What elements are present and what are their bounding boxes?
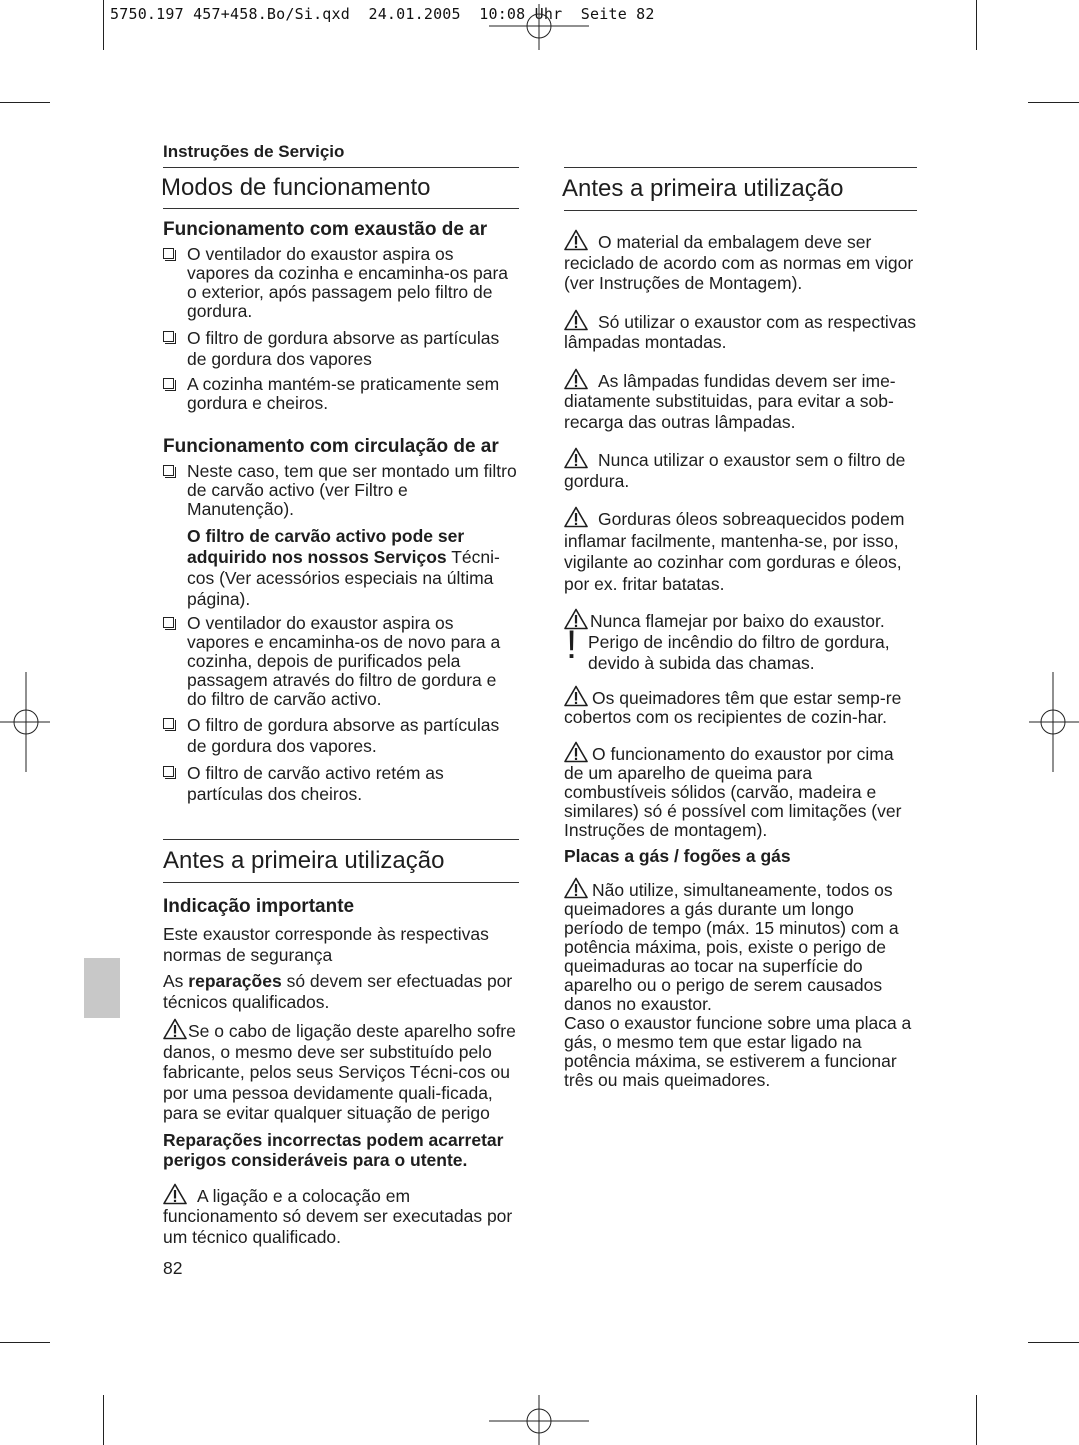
divider: [564, 210, 917, 211]
checkbox-bullet-icon: [163, 766, 174, 777]
paragraph-bold: Reparações incorrectas podem acarretar perigos consideráveis para o utente.: [163, 1129, 504, 1170]
fire-warning: [564, 608, 917, 674]
paragraph: Caso o exaustor funcione sobre uma placa a gás, o mesmo tem que estar ligado na potência máxima, se estiverem a funcionar três ou mais queimadores.: [564, 1012, 912, 1090]
warning-paragraph: Só utilizar o exaustor com as respectivas lâmpadas montadas.: [564, 309, 917, 353]
list-item: O ventilador do exaustor aspira os vapores e encaminha-os de novo para a cozinha, depois de purificados pela passagem através do filtro de gordura e do filtro de carvão activo.: [163, 614, 519, 709]
warning-icon: [564, 685, 588, 707]
warning-paragraph: Não utilize, simultaneamente, todos os queimadores a gás durante um longo período de tempo (máx. 15 minutos) com a potência máxima, pois, existe o perigo de queimaduras ao tocar na superfície do aparelho ou o perigo de serem causados danos no exaustor.: [564, 877, 917, 1014]
list-item: O filtro de gordura absorve as partículas de gordura dos vapores.: [163, 715, 519, 757]
left-column: [163, 142, 519, 805]
registration-mark-bottom: [489, 1395, 589, 1445]
warning-icon: [564, 368, 588, 390]
warning-icon: [564, 447, 588, 469]
warning-paragraph: Nunca utilizar o exaustor sem o filtro de gordura.: [564, 447, 917, 491]
subheading-exhaust: Funcionamento com exaustão de ar: [163, 219, 488, 240]
crop-mark: [1028, 1342, 1079, 1343]
warning-icon: [564, 877, 588, 899]
section-title-modes: Modos de funcionamento: [161, 174, 431, 201]
warning-icon: [564, 309, 588, 331]
subheading-recirculation: Funcionamento com circulação de ar: [163, 436, 499, 457]
print-slug: 5750.197 457+458.Bo/Si.qxd 24.01.2005 10:08 Uhr Seite 82: [110, 5, 655, 23]
list-item: O ventilador do exaustor aspira os vapores da cozinha e encaminha-os para o exterior, após passagem pelo filtro de gordura.: [163, 245, 519, 321]
warning-paragraph: Gorduras óleos sobreaquecidos podem inflamar facilmente, mantenha-se, por isso, vigilante ao cozinhar com gorduras e óleos, por ex. fritar batatas.: [564, 506, 917, 595]
crop-mark: [1028, 102, 1079, 103]
warning-paragraph: O material da embalagem deve ser reciclado de acordo com as normas em vigor (ver Instruções de Montagem).: [564, 229, 917, 294]
checkbox-bullet-icon: [163, 718, 174, 729]
exclamation-icon: !: [566, 623, 578, 667]
warning-paragraph: O funcionamento do exaustor por cima de um aparelho de queima para combustíveis sólidos (carvão, madeira e similares) só é possível com limitações (ver Instruções de montagem).: [564, 741, 917, 840]
warning-line: devido à subida das chamas.: [588, 653, 815, 673]
warning-paragraph: As lâmpadas fundidas devem ser ime-diatamente substituidas, para evitar a sob-recarga das outras lâmpadas.: [564, 368, 917, 433]
section-title-first-use-right: Antes a primeira utilização: [562, 175, 844, 202]
warning-paragraph: Os queimadores têm que estar semp-re cobertos com os recipientes de cozin-har.: [564, 685, 917, 727]
subheading-important: Indicação importante: [163, 896, 355, 917]
list-item: O filtro de carvão activo retém as partículas dos cheiros.: [163, 763, 519, 805]
header-label: Instruções de Serviçio: [163, 142, 345, 161]
warning-line: Perigo de incêndio do filtro de gordura,: [588, 632, 890, 652]
warning-icon: [564, 506, 588, 528]
list-item: A cozinha mantém-se praticamente sem gordura e cheiros.: [163, 375, 519, 413]
warning-paragraph: Se o cabo de ligação deste aparelho sofre danos, o mesmo deve ser substituído pelo fabricante, pelos seus Serviços Técni-cos ou por uma pessoa devidamente quali-ficada, para se evitar qualquer situação de perigo: [163, 1018, 519, 1124]
warning-icon: [163, 1183, 187, 1205]
list-item: O filtro de gordura absorve as partículas de gordura dos vapores: [163, 328, 519, 369]
warning-paragraph: A ligação e a colocação em funcionamento só devem ser executadas por um técnico qualificado.: [163, 1183, 519, 1248]
paragraph: Este exaustor corresponde às respectivas normas de segurança: [163, 924, 489, 965]
subheading-gas: Placas a gás / fogões a gás: [564, 846, 791, 866]
crop-mark: [103, 1395, 104, 1445]
warning-icon: [564, 229, 588, 251]
warning-line: Nunca flamejar por baixo do exaustor.: [564, 608, 917, 632]
warning-icon: [564, 741, 588, 763]
registration-mark-top: [489, 0, 589, 50]
note: O filtro de carvão activo pode ser adquirido nos nossos Serviços Técni-cos (Ver acessórios especiais na última página).: [187, 526, 500, 609]
crop-mark: [0, 102, 50, 103]
checkbox-bullet-icon: [163, 465, 174, 476]
right-column: [564, 167, 917, 1090]
checkbox-bullet-icon: [163, 617, 174, 628]
crop-mark: [976, 0, 977, 50]
divider: [163, 839, 519, 840]
checkbox-bullet-icon: [163, 331, 174, 342]
divider: [564, 167, 917, 168]
list-item: Neste caso, tem que ser montado um filtro de carvão activo (ver Filtro e Manutenção).: [163, 462, 519, 519]
registration-mark-left: [0, 672, 50, 772]
thumb-index-tab: [84, 958, 120, 1018]
divider: [163, 167, 519, 168]
checkbox-bullet-icon: [163, 378, 174, 389]
divider: [163, 882, 519, 883]
crop-mark: [103, 0, 104, 50]
left-column-lower: [163, 839, 519, 1279]
checkbox-bullet-icon: [163, 248, 174, 259]
section-title-first-use: Antes a primeira utilização: [163, 847, 445, 874]
registration-mark-right: [1029, 672, 1079, 772]
page-number: 82: [163, 1258, 183, 1278]
crop-mark: [976, 1395, 977, 1445]
divider: [163, 208, 519, 209]
crop-mark: [0, 1342, 50, 1343]
paragraph: As reparações só devem ser efectuadas por técnicos qualificados.: [163, 971, 513, 1012]
warning-icon: [163, 1018, 187, 1040]
